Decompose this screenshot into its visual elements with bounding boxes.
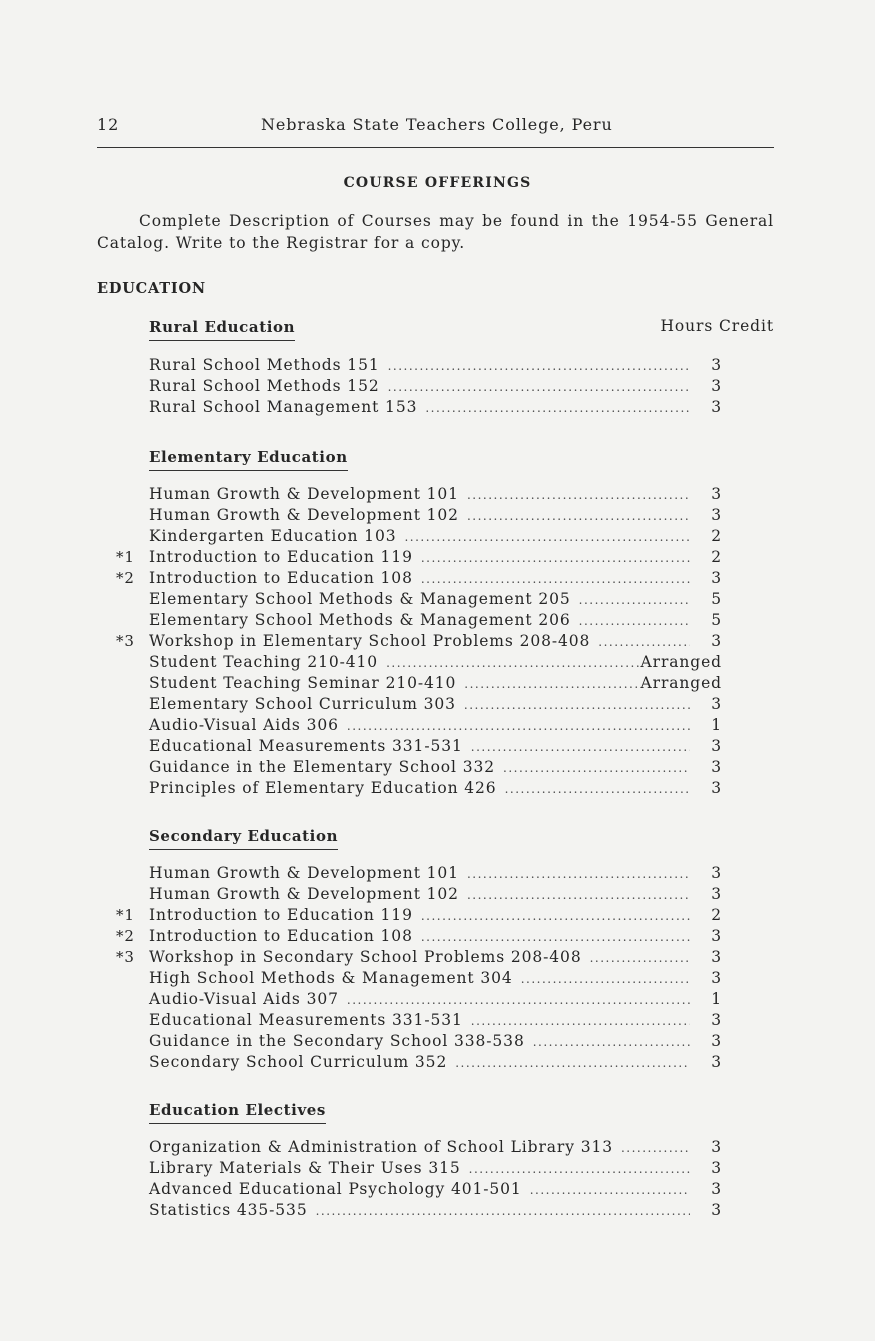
dot-leader [421,548,690,569]
dot-leader [621,1138,690,1159]
course-name: Principles of Elementary Education 426 [149,779,497,797]
course-row [97,1158,722,1179]
course-row [97,1179,722,1200]
running-title: Nebraska State Teachers College, Peru [261,115,613,134]
course-name: Rural School Methods 151 [149,356,380,374]
course-row [97,926,722,947]
course-credit: 3 [711,1011,722,1029]
page-title: COURSE OFFERINGS [343,175,532,191]
course-credit: 3 [711,1180,722,1198]
course-row [97,757,722,778]
dot-leader [579,590,690,611]
course-credit: 3 [711,1159,722,1177]
footnote-mark: *3 [116,632,135,650]
course-row [97,1031,722,1052]
footnote-mark: *1 [116,548,135,566]
section-heading-elementary: Elementary Education [149,448,348,471]
course-credit: 5 [711,590,722,608]
course-name: Statistics 435-535 [149,1201,308,1219]
course-list-secondary [97,863,722,1073]
course-row [97,863,722,884]
course-name: Student Teaching Seminar 210-410 [149,674,457,692]
course-row [97,1137,722,1158]
course-list-rural [97,355,722,418]
dot-leader [598,632,690,653]
course-credit: 5 [711,611,722,629]
course-credit: 3 [711,927,722,945]
course-row [97,355,722,376]
course-name: Guidance in the Secondary School 338-538 [149,1032,525,1050]
course-name: Human Growth & Development 102 [149,885,459,903]
course-credit: 2 [711,906,722,924]
dot-leader [471,1011,690,1032]
course-credit: 1 [711,990,722,1008]
dot-leader [471,737,690,758]
course-row [97,694,722,715]
course-credit: 3 [711,485,722,503]
course-row [97,526,722,547]
course-credit: 3 [711,737,722,755]
course-credit: 3 [711,1053,722,1071]
course-row [97,547,722,568]
course-credit: 3 [711,948,722,966]
course-name: Workshop in Secondary School Problems 208-408 [149,948,582,966]
section-heading-secondary: Secondary Education [149,827,338,850]
course-credit: 3 [711,1138,722,1156]
course-credit: 3 [711,969,722,987]
course-name: Elementary School Methods & Management 205 [149,590,571,608]
course-name: Human Growth & Development 102 [149,506,459,524]
course-name: Library Materials & Their Uses 315 [149,1159,461,1177]
course-row [97,397,722,418]
dot-leader [464,695,690,716]
dot-leader [467,506,690,527]
dot-leader [590,948,690,969]
course-row [97,1052,722,1073]
department-heading: EDUCATION [97,280,206,297]
course-credit: Arranged [640,653,722,671]
section-heading-electives: Education Electives [149,1101,326,1124]
course-name: High School Methods & Management 304 [149,969,513,987]
course-name: Audio-Visual Aids 307 [149,990,339,1008]
course-credit: 3 [711,1201,722,1219]
course-row [97,989,722,1010]
dot-leader [467,485,690,506]
course-list-elementary [97,484,722,799]
course-credit: Arranged [640,674,722,692]
course-row [97,1010,722,1031]
course-credit: 3 [711,864,722,882]
course-name: Human Growth & Development 101 [149,485,459,503]
course-credit: 3 [711,695,722,713]
course-credit: 3 [711,356,722,374]
course-row [97,568,722,589]
course-name: Guidance in the Elementary School 332 [149,758,496,776]
course-credit: 3 [711,569,722,587]
dot-leader [347,990,690,1011]
course-name: Student Teaching 210-410 [149,653,379,671]
dot-leader [464,674,640,695]
dot-leader [533,1032,690,1053]
course-row [97,589,722,610]
dot-leader [388,356,690,377]
dot-leader [316,1201,690,1222]
course-name: Educational Measurements 331-531 [149,1011,463,1029]
course-row [97,1200,722,1221]
course-name: Organization & Administration of School Library 313 [149,1138,613,1156]
course-row [97,968,722,989]
page-header [97,113,774,148]
course-name: Introduction to Education 119 [149,906,413,924]
course-row [97,673,722,694]
course-credit: 3 [711,885,722,903]
course-name: Rural School Management 153 [149,398,418,416]
dot-leader [469,1159,690,1180]
course-name: Advanced Educational Psychology 401-501 [149,1180,522,1198]
course-row [97,905,722,926]
intro-paragraph [97,211,774,254]
dot-leader [421,569,690,590]
course-credit: 3 [711,779,722,797]
course-credit: 3 [711,398,722,416]
course-row [97,778,722,799]
course-name: Elementary School Methods & Management 206 [149,611,571,629]
course-row [97,652,722,673]
hours-credit-label: Hours Credit [660,317,774,335]
course-row [97,376,722,397]
course-name: Secondary School Curriculum 352 [149,1053,448,1071]
course-credit: 3 [711,632,722,650]
dot-leader [467,885,690,906]
dot-leader [386,653,640,674]
course-name: Kindergarten Education 103 [149,527,397,545]
dot-leader [404,527,690,548]
course-name: Workshop in Elementary School Problems 208-408 [149,632,591,650]
course-name: Human Growth & Development 101 [149,864,459,882]
intro-line-1: Complete Description of Courses may be found in the 1954-55 General [139,212,774,230]
course-row [97,884,722,905]
course-row [97,484,722,505]
course-credit: 2 [711,548,722,566]
course-name: Elementary School Curriculum 303 [149,695,456,713]
course-name: Audio-Visual Aids 306 [149,716,339,734]
course-name: Educational Measurements 331-531 [149,737,463,755]
course-credit: 3 [711,758,722,776]
course-row [97,610,722,631]
course-credit: 3 [711,377,722,395]
page-number: 12 [97,115,120,134]
dot-leader [421,906,690,927]
intro-line-2: Catalog. Write to the Registrar for a copy. [97,233,466,252]
course-name: Introduction to Education 119 [149,548,413,566]
course-credit: 2 [711,527,722,545]
dot-leader [505,779,690,800]
footnote-mark: *3 [116,948,135,966]
course-name: Rural School Methods 152 [149,377,380,395]
dot-leader [503,758,690,779]
dot-leader [521,969,690,990]
section-heading-rural: Rural Education [149,318,295,341]
dot-leader [347,716,690,737]
dot-leader [579,611,690,632]
course-row [97,715,722,736]
course-name: Introduction to Education 108 [149,927,413,945]
dot-leader [388,377,690,398]
dot-leader [455,1053,690,1074]
course-list-electives [97,1137,722,1221]
footnote-mark: *1 [116,906,135,924]
dot-leader [530,1180,690,1201]
course-credit: 1 [711,716,722,734]
footnote-mark: *2 [116,927,135,945]
course-row [97,505,722,526]
dot-leader [425,398,690,419]
course-row [97,736,722,757]
footnote-mark: *2 [116,569,135,587]
course-credit: 3 [711,506,722,524]
course-credit: 3 [711,1032,722,1050]
dot-leader [467,864,690,885]
course-row [97,947,722,968]
dot-leader [421,927,690,948]
course-name: Introduction to Education 108 [149,569,413,587]
course-row [97,631,722,652]
